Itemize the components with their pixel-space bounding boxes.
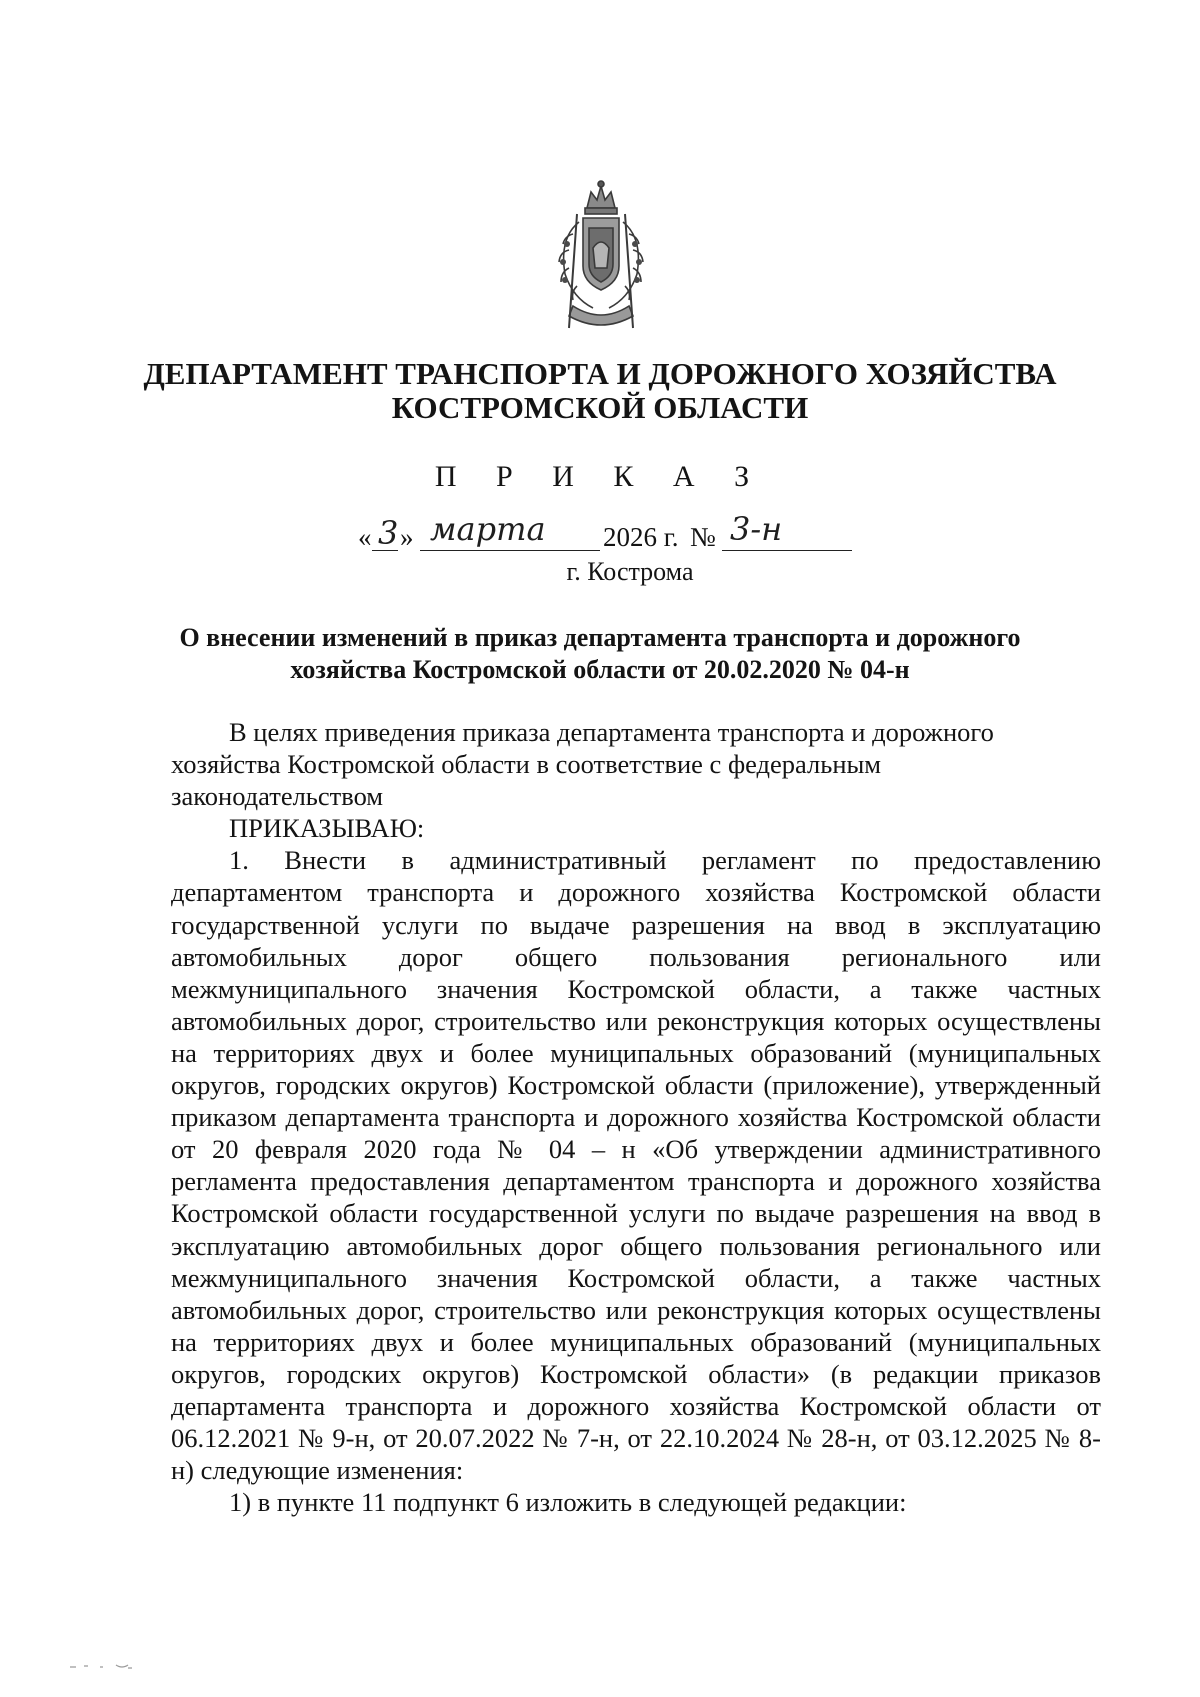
date-year: 2026 г. <box>603 522 679 552</box>
department-name-line-1: ДЕПАРТАМЕНТ ТРАНСПОРТА И ДОРОЖНОГО ХОЗЯЙСТВА <box>143 356 1057 391</box>
document-title-line-2: хозяйства Костромской области от 20.02.2020 № 04-н <box>290 655 910 684</box>
date-day-handwritten: 3 <box>378 514 399 552</box>
date-month-handwritten: марта <box>430 510 546 548</box>
department-name <box>100 357 1100 425</box>
preamble-line-2: хозяйства Костромской области в соответствие с федеральным <box>171 749 882 780</box>
document-body <box>171 716 1101 1518</box>
order-word: ПРИКАЗЫВАЮ: <box>229 813 425 844</box>
date-day-underline <box>372 550 398 551</box>
date-open-quote: « <box>358 522 372 552</box>
subitem-1-paragraph: 1) в пункте 11 подпункт 6 изложить в следующей редакции: <box>229 1487 907 1518</box>
document-title <box>100 622 1100 686</box>
scan-noise-mark-icon <box>66 1660 156 1672</box>
order-number-handwritten: 3-н <box>730 510 783 548</box>
document-title-line-1: О внесении изменений в приказ департамента транспорта и дорожного <box>179 623 1021 652</box>
preamble-line-1: В целях приведения приказа департамента транспорта и дорожного <box>229 717 994 747</box>
number-sign: № <box>690 522 716 552</box>
city: г. Кострома <box>566 557 694 586</box>
department-name-line-2: КОСТРОМСКОЙ ОБЛАСТИ <box>391 390 809 425</box>
date-month-underline <box>420 550 600 551</box>
order-number-underline <box>722 550 852 551</box>
item-1-paragraph: 1. Внести в административный регламент по предоставлению департаментом транспорта и дорожного хозяйства Костромской области государственной услуги по выдаче разрешения на ввод в эксплуатацию автомобильных дорог общего пользования регионального или межмуниципального значения Костромской области, а также частных автомобильных дорог, строительство или реконструкция которых осуществлены на территориях двух и более муниципальных образований (муниципальных округов, городских округов) Костромской области (приложение), утвержденный приказом департамента транспорта и дорожного хозяйства Костромской области от 20 февраля 2020 года № 04 – н «Об утверждении административного регламента предоставления департаментом транспорта и дорожного хозяйства Костромской области государственной услуги по выдаче разрешения на ввод в эксплуатацию автомобильных дорог общего пользования регионального или межмуниципального значения Костромской области, а также частных автомобильных дорог, строительство или реконструкция которых осуществлены на территориях двух и более муниципальных образований (муниципальных округов, городских округов) Костромской области» (в редакции приказов департамента транспорта и дорожного хозяйства Костромской области от 06.12.2021 № 9-н, от 20.07.2022 № 7-н, от 22.10.2024 № 28-н, от 03.12.2025 № 8-н) следующие изменения: <box>171 845 1101 1486</box>
date-close-quote: » <box>400 522 414 552</box>
coat-of-arms-emblem-icon <box>543 178 659 334</box>
document-type: П Р И К А З <box>434 460 766 493</box>
date-number-line <box>0 510 1200 556</box>
preamble-line-3: законодательством <box>171 781 384 812</box>
